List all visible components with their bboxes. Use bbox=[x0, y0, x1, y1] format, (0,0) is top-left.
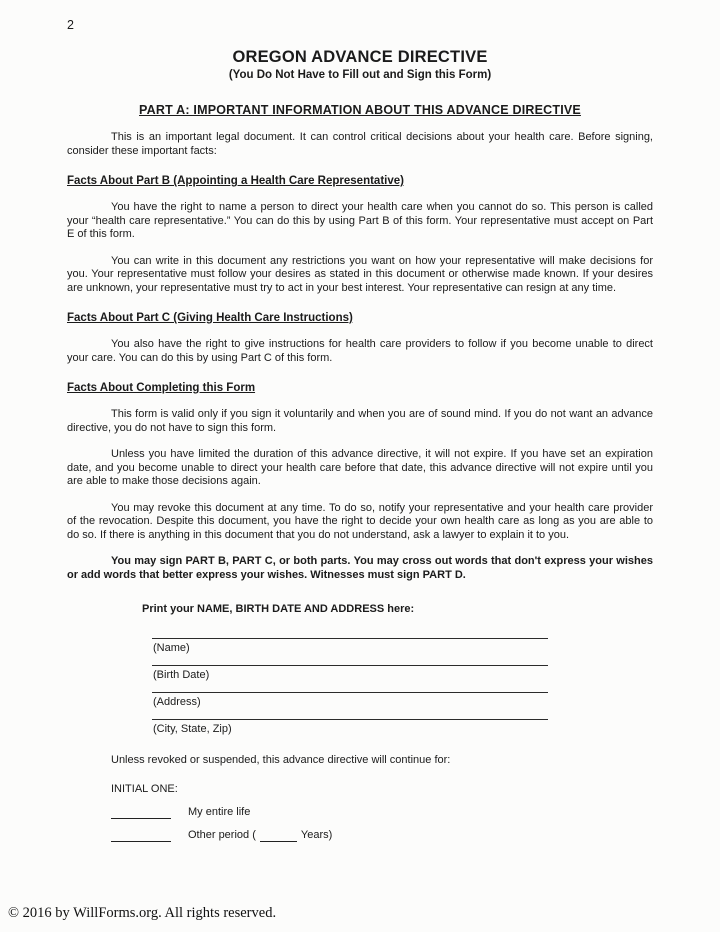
facts-part-b-heading: Facts About Part B (Appointing a Health Care Representative) bbox=[67, 175, 404, 187]
facts-completing-paragraph-2: Unless you have limited the duration of this advance directive, it will not expire. If you have set an expiration date, and you become unable to direct your health care before that date, this advance directive will not expire until you are able to make those decisions again. bbox=[67, 448, 653, 487]
document-title: OREGON ADVANCE DIRECTIVE bbox=[232, 48, 488, 66]
other-period-initial-blank[interactable] bbox=[111, 829, 171, 842]
identity-fields bbox=[152, 638, 548, 736]
copyright-notice: © 2016 by WillForms.org. All rights reserved. bbox=[8, 905, 277, 921]
intro-paragraph: This is an important legal document. It can control critical decisions about your health care. Before signing, consider these important facts: bbox=[67, 131, 653, 157]
address-field bbox=[152, 692, 548, 709]
print-info-prompt: Print your NAME, BIRTH DATE AND ADDRESS here: bbox=[142, 603, 415, 615]
other-period-label-prefix: Other period ( bbox=[188, 829, 256, 841]
other-period-label-suffix: Years) bbox=[300, 829, 333, 841]
sign-parts-notice: You may sign PART B, PART C, or both parts. You may cross out words that don't express your wishes or add words that better express your wishes. Witnesses must sign PART D. bbox=[67, 555, 653, 581]
facts-part-c-paragraph-1: You also have the right to give instructions for health care providers to follow if you become unable to direct your care. You can do this by using Part C of this form. bbox=[67, 338, 653, 364]
part-a-heading: PART A: IMPORTANT INFORMATION ABOUT THIS ADVANCE DIRECTIVE bbox=[139, 103, 581, 117]
option-other-period bbox=[111, 828, 653, 842]
initial-one-prompt: INITIAL ONE: bbox=[111, 783, 178, 795]
facts-completing-paragraph-1: This form is valid only if you sign it voluntarily and when you are of sound mind. If you do not want an advance directive, you do not have to sign this form. bbox=[67, 408, 653, 434]
entire-life-label: My entire life bbox=[188, 806, 251, 818]
facts-part-b-paragraph-2: You can write in this document any restrictions you want on how your representative will make decisions for you. Your representative must follow your desires as stated in this document or otherwise made known. If your desires are unknown, your representative must try to act in your best interest. Your representative can resign at any time. bbox=[67, 254, 653, 294]
page-number: 2 bbox=[67, 18, 74, 32]
continue-duration-text: Unless revoked or suspended, this advance directive will continue for: bbox=[111, 754, 451, 766]
document-subtitle: (You Do Not Have to Fill out and Sign this Form) bbox=[228, 69, 492, 81]
facts-completing-paragraph-3: You may revoke this document at any time. To do so, notify your representative and your health care provider of the revocation. Despite this document, you have the right to decide your own health care as long as you are able to do so. If there is anything in this document that you do not understand, ask a lawyer to explain it to you. bbox=[67, 501, 653, 541]
city-state-zip-field-label: (City, State, Zip) bbox=[153, 723, 232, 735]
birth-date-field bbox=[152, 665, 548, 682]
option-entire-life bbox=[111, 805, 653, 819]
entire-life-initial-blank[interactable] bbox=[111, 806, 171, 819]
birth-date-field-label: (Birth Date) bbox=[153, 669, 210, 681]
facts-completing-heading: Facts About Completing this Form bbox=[67, 382, 256, 394]
facts-part-c-heading: Facts About Part C (Giving Health Care Instructions) bbox=[67, 312, 353, 324]
facts-part-b-paragraph-1: You have the right to name a person to direct your health care when you cannot do so. This person is called your “health care representative.” You can do this by using Part B of this form. Your representative must accept on Part E of this form. bbox=[67, 201, 653, 240]
city-state-zip-field bbox=[152, 719, 548, 736]
other-period-years-blank[interactable] bbox=[260, 831, 297, 842]
name-field-label: (Name) bbox=[153, 642, 190, 654]
name-field bbox=[152, 638, 548, 655]
address-field-label: (Address) bbox=[153, 696, 201, 708]
